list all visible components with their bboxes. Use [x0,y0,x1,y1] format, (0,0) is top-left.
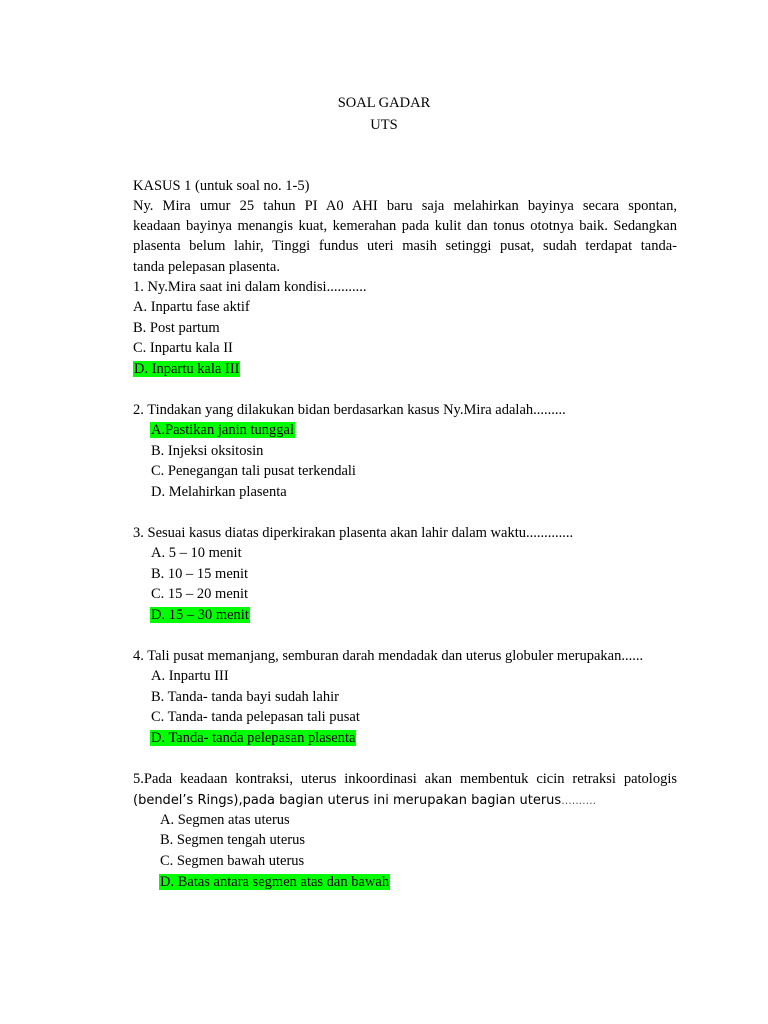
q5-option-b: B. Segmen tengah uterus [160,832,305,848]
q5-option-d-answer [159,872,390,892]
q1-option-b: B. Post partum [133,320,220,336]
question-5-line-1: 5.Pada keadaan kontraksi, uterus inkoordinasi akan membentuk cicin retraksi patologis [133,771,677,787]
question-4: 4. Tali pusat memanjang, semburan darah mendadak dan uterus globuler merupakan...... [133,648,644,664]
document-subtitle: UTS [370,117,398,133]
q1-option-c: C. Inpartu kala II [133,340,233,356]
q5-option-a: A. Segmen atas uterus [160,812,290,828]
q2-option-d: D. Melahirkan plasenta [151,484,287,500]
answer-highlight: A.Pastikan janin tunggal [151,422,294,438]
answer-highlight: D. 15 – 30 menit [151,607,249,623]
q4-option-c: C. Tanda- tanda pelepasan tali pusat [151,709,360,725]
q2-option-b: B. Injeksi oksitosin [151,443,264,459]
answer-highlight: D. Batas antara segmen atas dan bawah [160,874,390,890]
q4-option-a: A. Inpartu III [151,668,229,684]
case-line-3: plasenta belum lahir, Tinggi fundus uteri masih setinggi pusat, sudah terdapat tanda- [133,238,677,254]
case-line-1: Ny. Mira umur 25 tahun PI A0 AHI baru saja melahirkan bayinya secara spontan, [133,198,677,214]
q1-option-d-answer [133,359,240,379]
answer-highlight: D. Tanda- tanda pelepasan plasenta [151,730,356,746]
question-3: 3. Sesuai kasus diatas diperkirakan plasenta akan lahir dalam waktu............. [133,525,574,541]
q2-option-c: C. Penegangan tali pusat terkendali [151,463,356,479]
case-line-2: keadaan bayinya menangis kuat, kemerahan pada kulit dan tonus ototnya baik. Sedangkan [133,218,677,234]
q3-option-d-answer [150,605,250,625]
q3-option-c: C. 15 – 20 menit [151,586,249,602]
question-5-line-2 [133,790,596,811]
question-5-dots: .......... [561,794,597,807]
q2-option-a-answer [150,420,295,440]
case-line-4: tanda pelepasan plasenta. [133,259,280,275]
q5-option-c: C. Segmen bawah uterus [160,853,305,869]
q3-option-b: B. 10 – 15 menit [151,566,249,582]
answer-highlight: D. Inpartu kala III [134,361,240,377]
q4-option-b: B. Tanda- tanda bayi sudah lahir [151,689,339,705]
q1-option-a: A. Inpartu fase aktif [133,299,250,315]
q4-option-d-answer [150,728,356,748]
question-1: 1. Ny.Mira saat ini dalam kondisi........... [133,279,367,295]
document-title: SOAL GADAR [337,95,431,111]
q3-option-a: A. 5 – 10 menit [151,545,242,561]
case-heading: KASUS 1 (untuk soal no. 1-5) [133,178,310,194]
question-2: 2. Tindakan yang dilakukan bidan berdasarkan kasus Ny.Mira adalah......... [133,402,566,418]
question-5-line-2-text: (bendel’s Rings),pada bagian uterus ini merupakan bagian uterus [133,793,562,808]
